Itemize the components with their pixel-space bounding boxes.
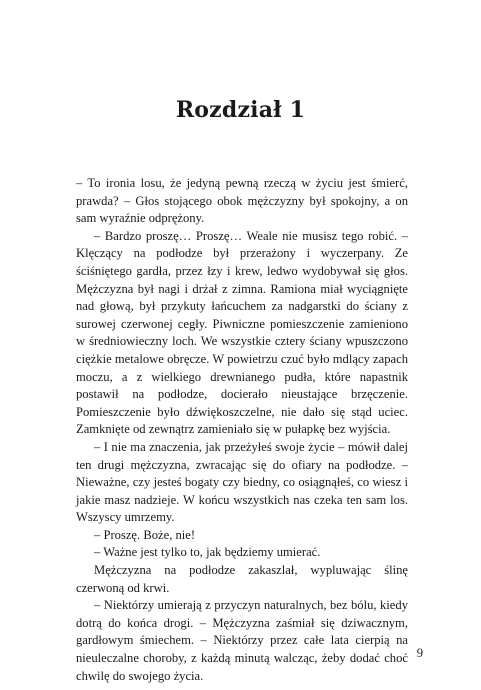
paragraph: Mężczyzna na podłodze zakaszlał, wypluwając ślinę czerwoną od krwi. — [76, 563, 408, 595]
paragraph: – To ironia losu, że jedyną pewną rzeczą w życiu jest śmierć, prawda? – Głos stojącego obok mężczyzny był spokojny, a on sam wyraźnie odprężony. — [76, 176, 408, 226]
paragraph: – Niektórzy umierają z przyczyn naturalnych, bez bólu, kiedy dotrą do końca drogi. – Mężczyzna zaśmiał się dziwacznym, gardłowym śmiechem. – Niektórzy przez całe lata cierpią na nieuleczalne choroby, z każdą minutą walcząc, żeby dodać choć chwilę do swojego życia. — [76, 598, 408, 683]
paragraph: – Proszę. Boże, nie! — [94, 527, 196, 542]
paragraph: – I nie ma znaczenia, jak przeżyłeś swoje życie – mówił dalej ten drugi mężczyzna, zwracając się do ofiary na podłodze. – Nieważne, czy jesteś bogaty czy biedny, co osiągnąłeś, co wiesz i jakie masz nadzieje. W końcu wszystkich nas czeka ten sam los. Wszyscy umrzemy. — [76, 439, 408, 525]
page-number: 9 — [416, 646, 423, 660]
chapter-title: Rozdział 1 — [175, 97, 306, 123]
chapter-body — [76, 175, 408, 685]
paragraph: – Ważne jest tylko to, jak będziemy umierać. — [94, 545, 321, 560]
paragraph: – Bardzo proszę… Proszę… Weale nie musisz tego robić. – Klęczący na podłodze był przerażony i wyczerpany. Ze ściśniętego gardła, przez łzy i krew, ledwo wydobywał się głos. Mężczyzna był nagi i drżał z zimna. Ramiona miał wyciągnięte nad głową, był przykuty łańcuchem za nadgarstki do ściany z surowej czerwonej cegły. Piwniczne pomieszczenie zamieniono w średniowieczny loch. We wszystkie cztery ściany wpuszczono ciężkie metalowe obręcze. W powietrzu czuć było mdlący zapach moczu, a z wielkiego drewnianego pudła, które napastnik postawił na podłodze, docierało nieustające brzęczenie. Pomieszczenie było dźwiękoszczelne, nie dało się stąd uciec. Zamknięte od zewnątrz zamieniało się w pułapkę bez wyjścia. — [76, 228, 408, 437]
